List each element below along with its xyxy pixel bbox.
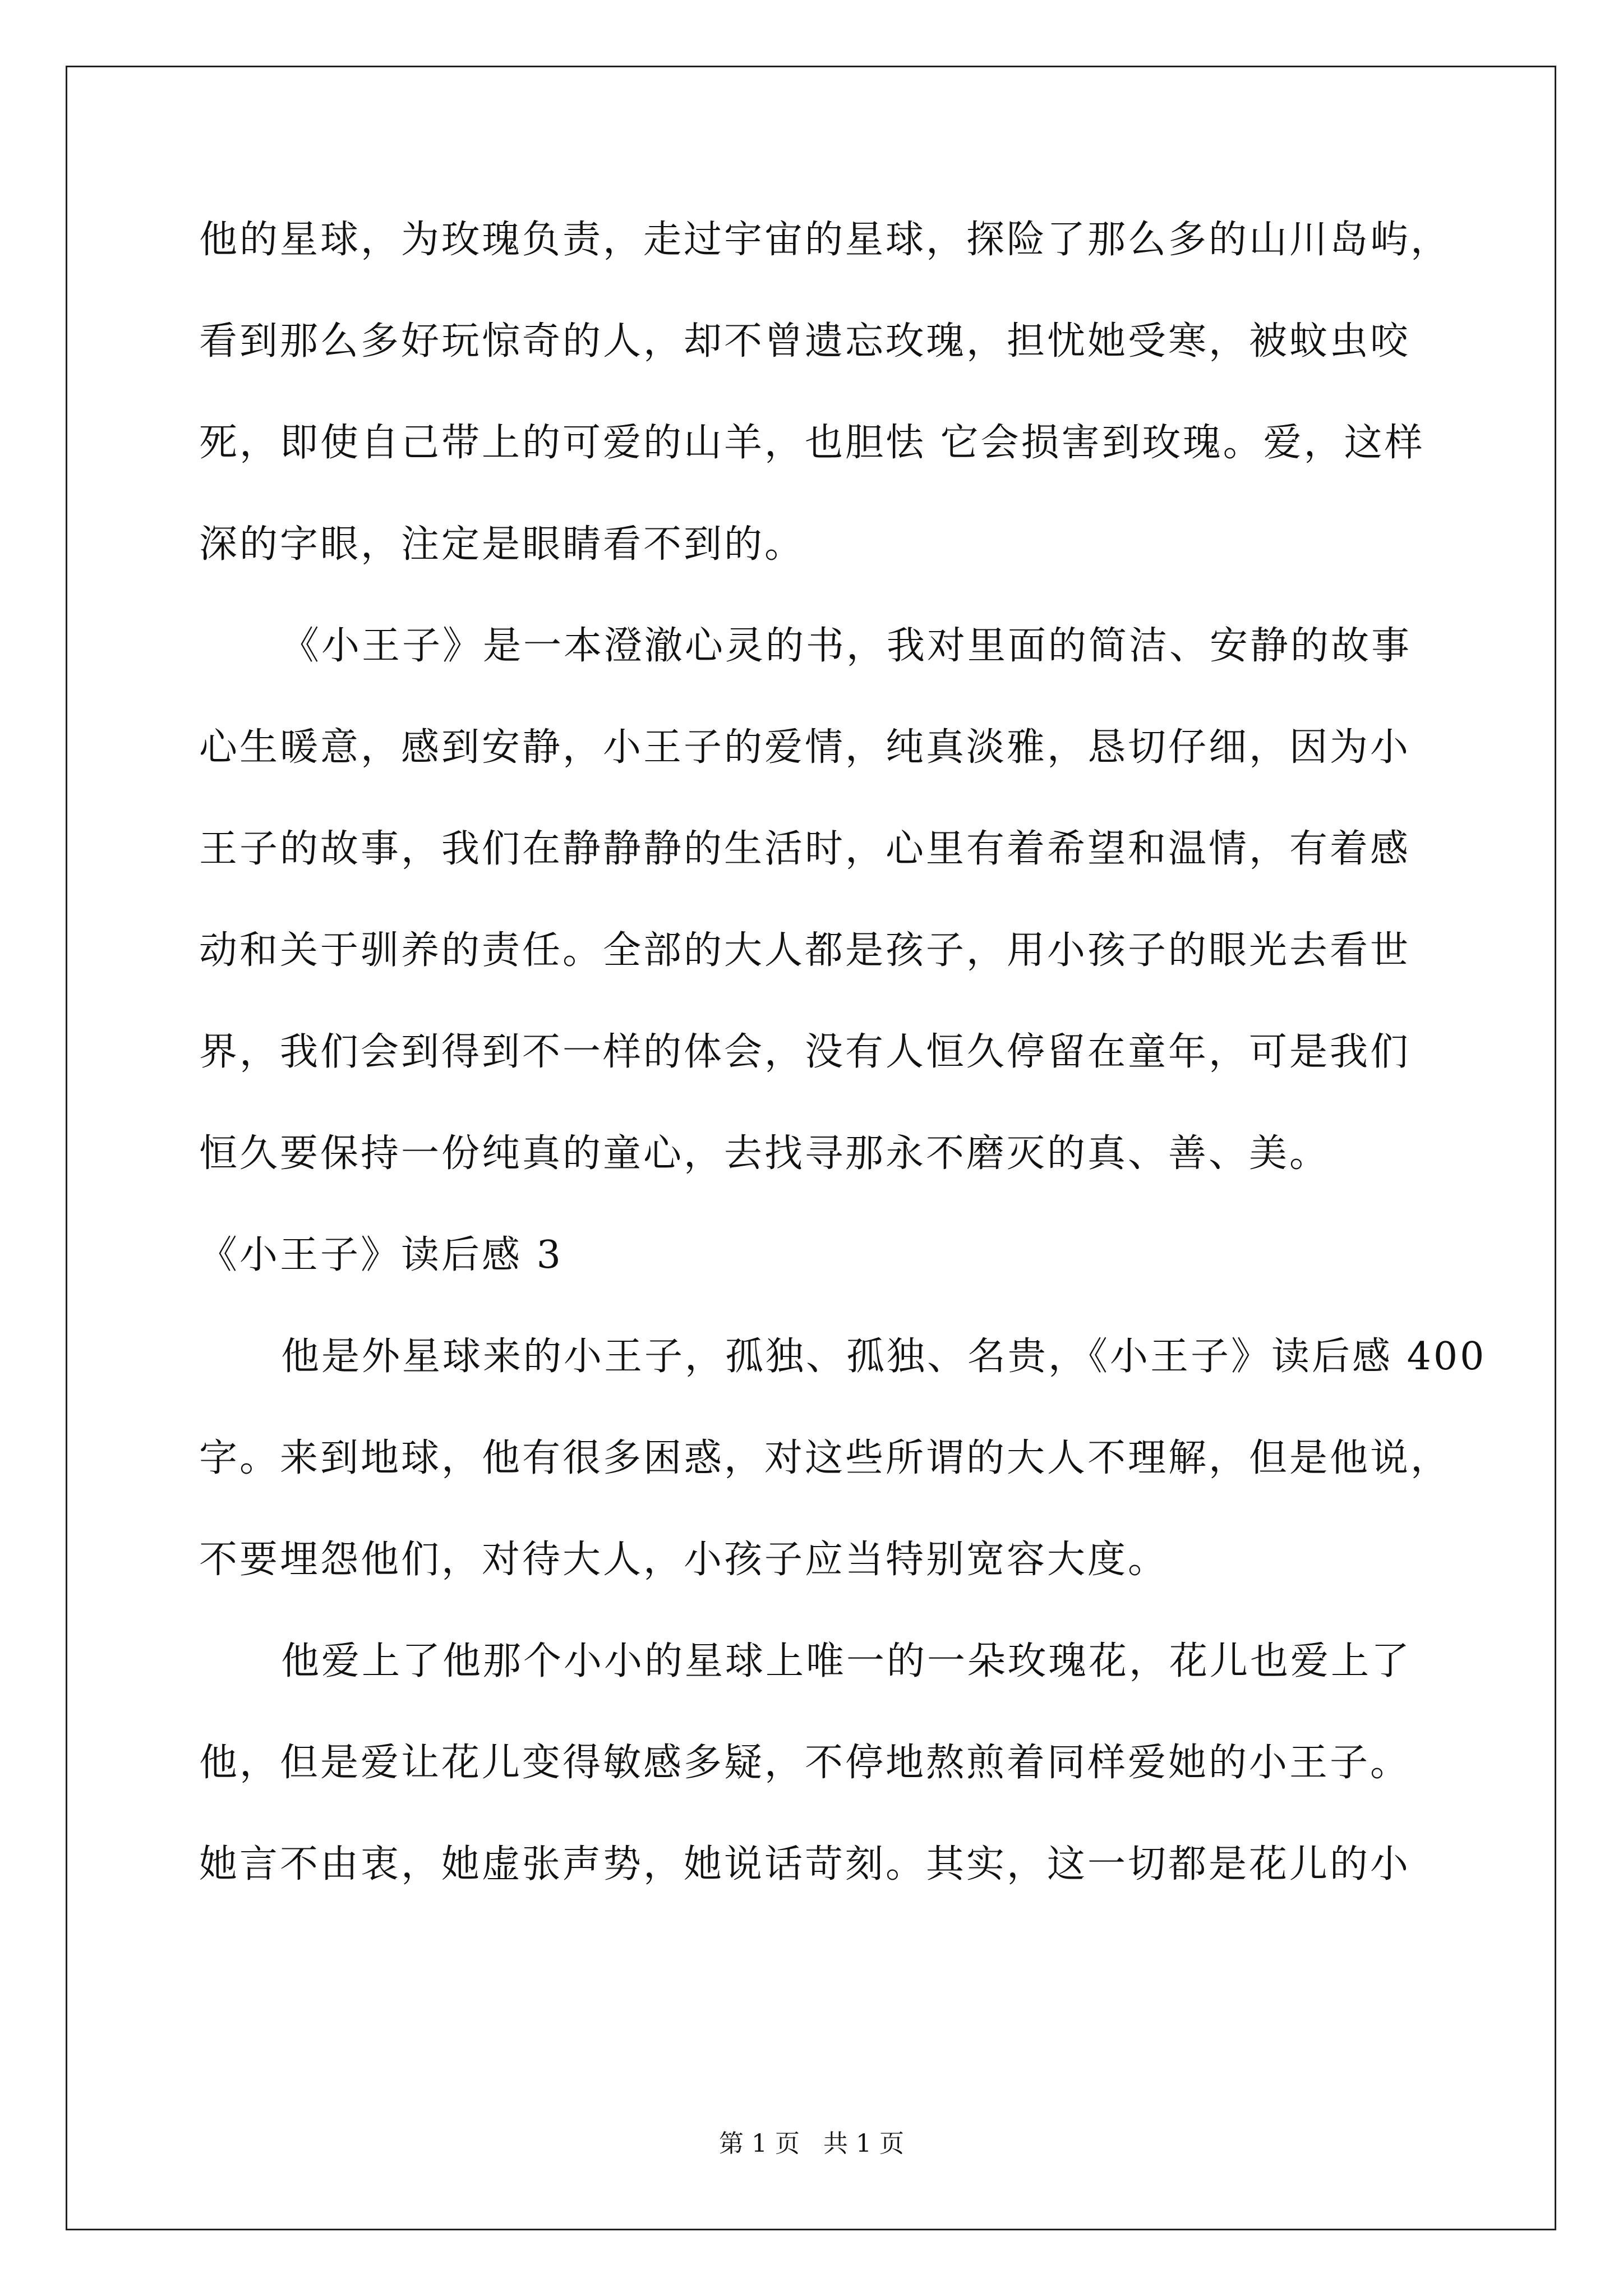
text-line: 他的星球，为玫瑰负责，走过宇宙的星球，探险了那么多的山川岛屿， <box>199 218 1451 262</box>
text-line: 界，我们会到得到不一样的体会，没有人恒久停留在童年，可是我们 <box>199 1030 1411 1074</box>
text-line: 死，即使自己带上的可爱的山羊，也胆怯 它会损害到玫瑰。爱，这样 <box>199 421 1425 465</box>
paragraph-first-line: 《小王子》是一本澄澈心灵的书，我对里面的简洁、安静的故事 <box>281 624 1412 668</box>
text-line: 恒久要保持一份纯真的童心，去找寻那永不磨灭的真、善、美。 <box>199 1131 1330 1176</box>
text-line: 字。来到地球，他有很多困惑，对这些所谓的大人不理解，但是他说， <box>199 1436 1451 1480</box>
text-line: 不要埋怨他们，对待大人，小孩子应当特别宽容大度。 <box>199 1538 1169 1582</box>
text-line: 深的字眼，注定是眼睛看不到的。 <box>199 522 805 567</box>
text-line: 动和关于驯养的责任。全部的大人都是孩子，用小孩子的眼光去看世 <box>199 928 1411 973</box>
text-line: 王子的故事，我们在静静静的生活时，心里有着希望和温情，有着感 <box>199 827 1411 871</box>
text-line: 心生暖意，感到安静，小王子的爱情，纯真淡雅，恳切仔细，因为小 <box>199 725 1411 770</box>
document-body <box>199 212 1487 1938</box>
paragraph-first-line: 他爱上了他那个小小的星球上唯一的一朵玫瑰花，花儿也爱上了 <box>281 1639 1412 1683</box>
text-line: 他，但是爱让花儿变得敏感多疑，不停地熬煎着同样爱她的小王子。 <box>199 1741 1411 1785</box>
section-heading: 《小王子》读后感 3 <box>199 1233 563 1277</box>
page-footer: 第 1 页 共 1 页 <box>719 2129 904 2158</box>
text-line: 她言不由衷，她虚张声势，她说话苛刻。其实，这一切都是花儿的小 <box>199 1842 1411 1887</box>
paragraph-first-line: 他是外星球来的小王子，孤独、孤独、名贵，《小王子》读后感 400 <box>281 1335 1487 1379</box>
text-line: 看到那么多好玩惊奇的人，却不曾遗忘玫瑰，担忧她受寒，被蚊虫咬 <box>199 319 1411 364</box>
